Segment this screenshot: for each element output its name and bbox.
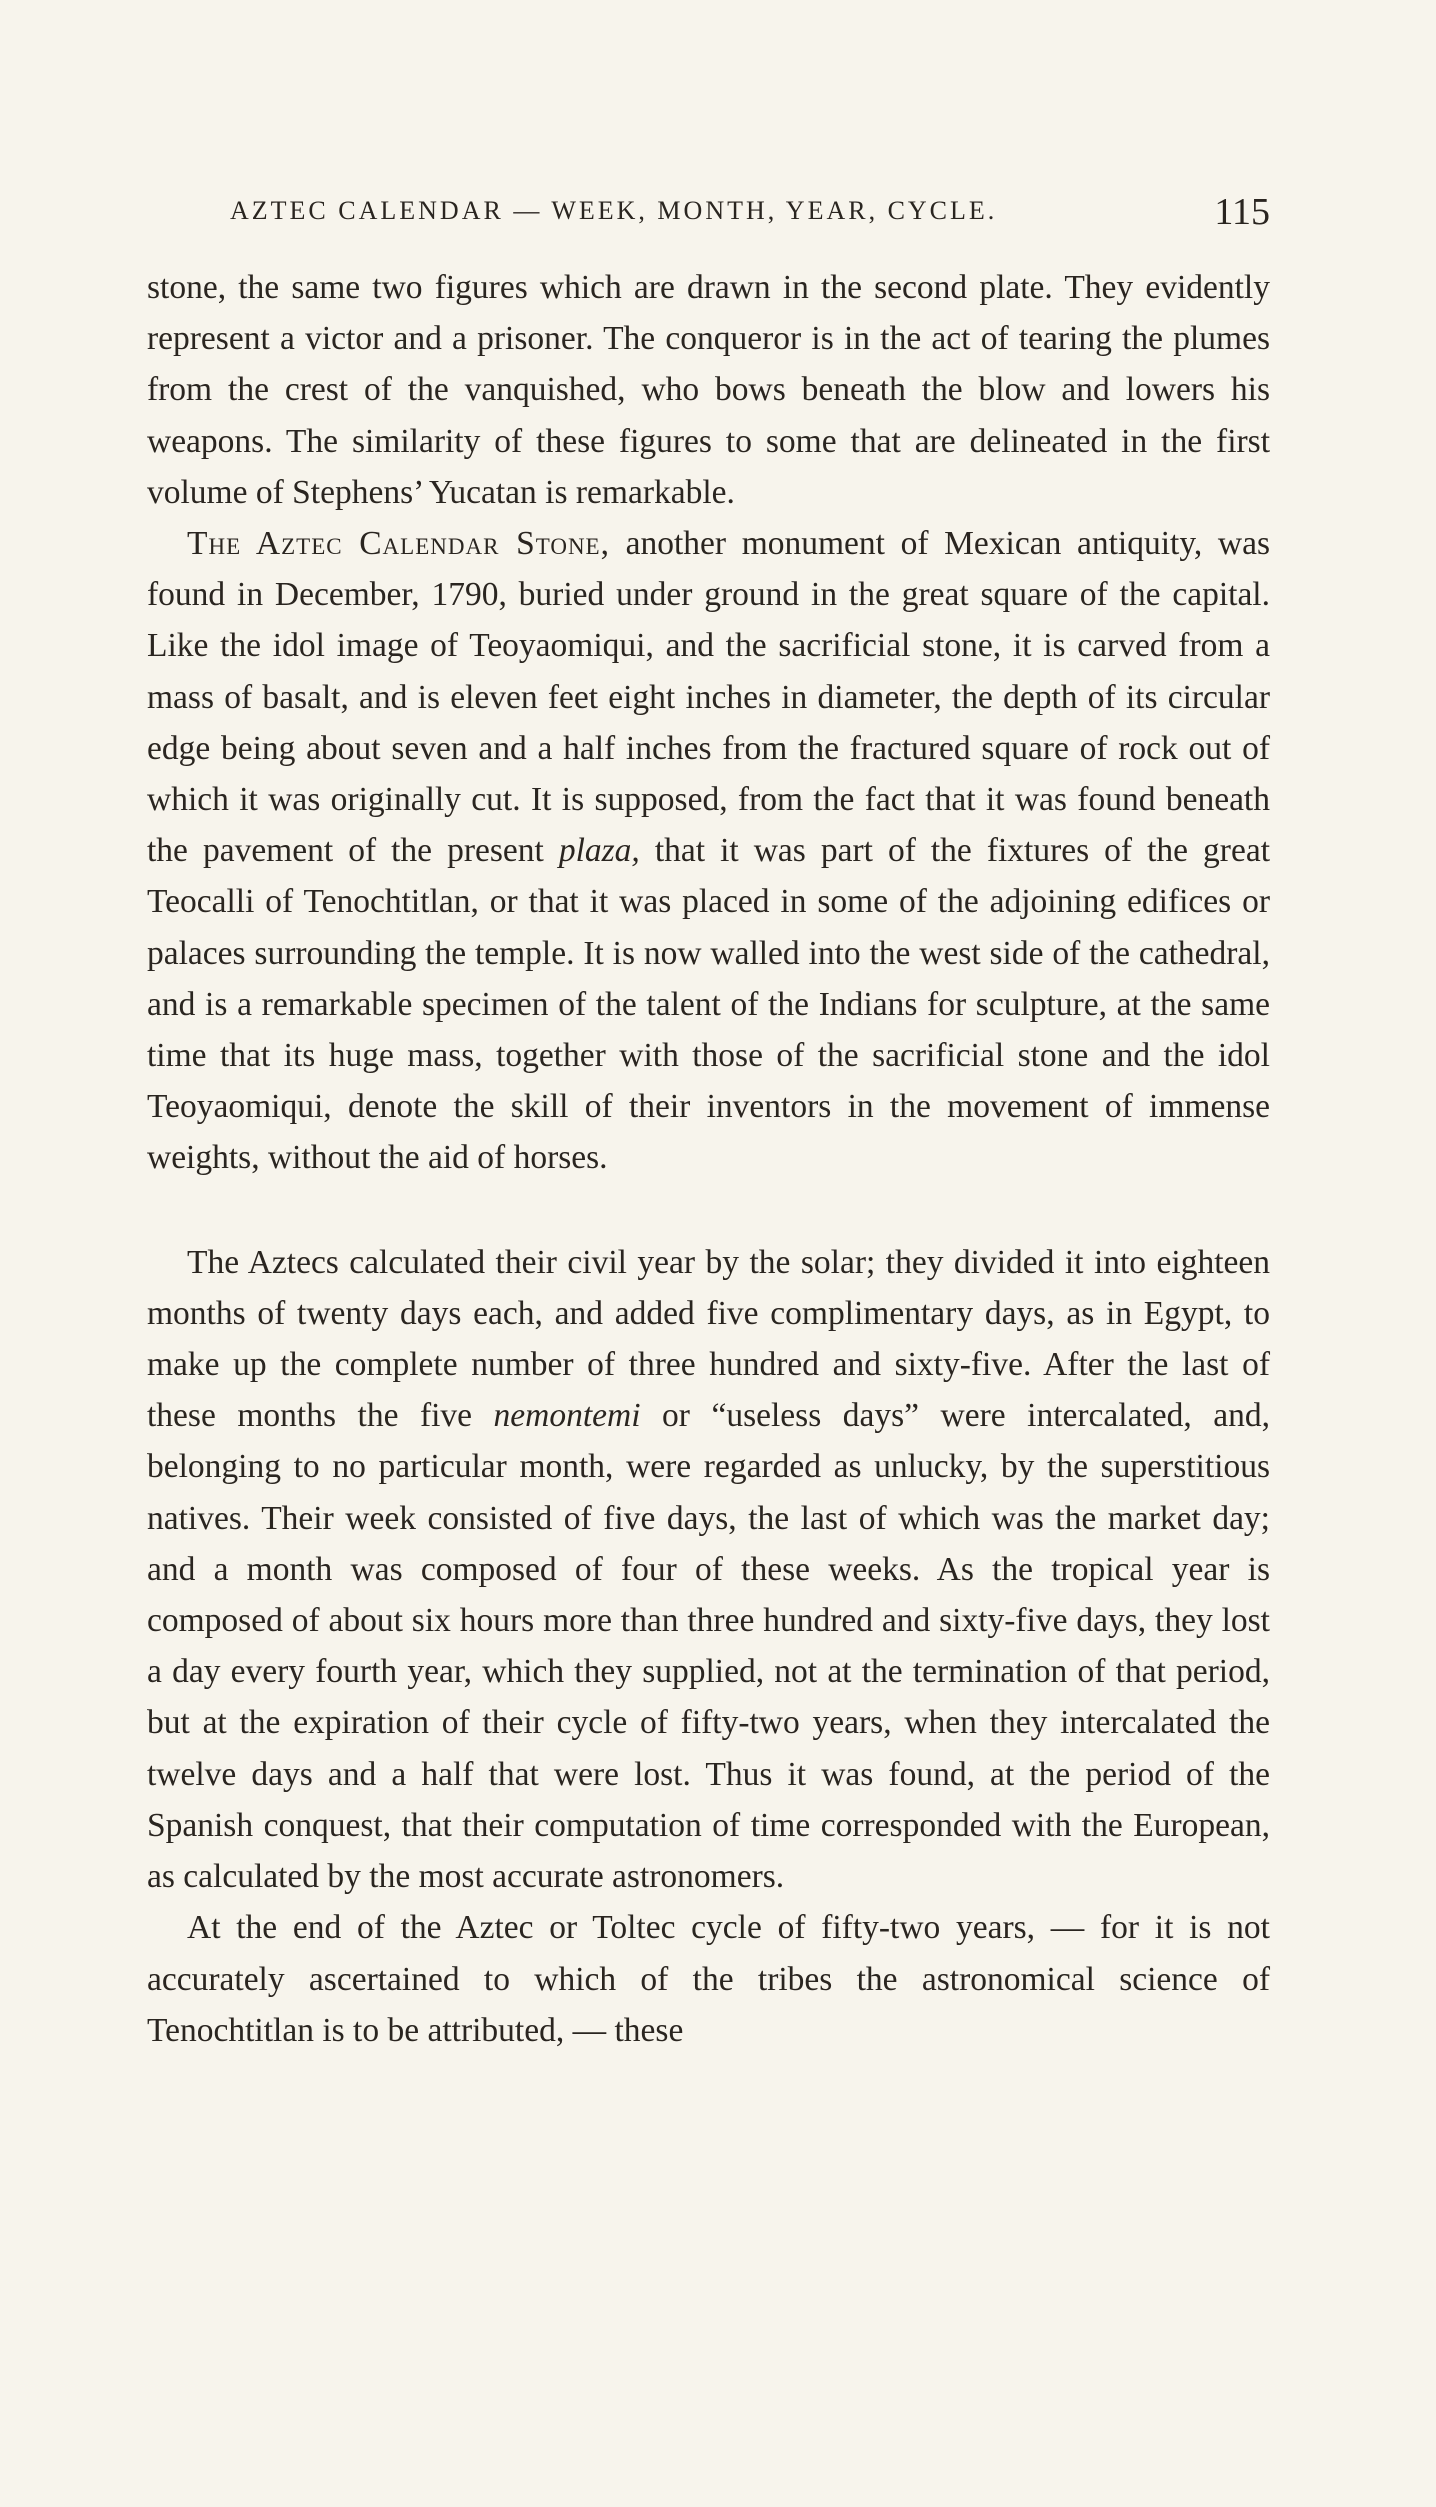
calendar-stone-heading: The Aztec Calendar Stone, [187, 525, 610, 563]
paragraph-1 [147, 262, 1270, 518]
paragraph-2 [147, 518, 1270, 1184]
page-header [230, 190, 1270, 240]
plaza-italic: plaza, [558, 832, 640, 870]
paragraph-1-text: stone, the same two figures which are drawn in the second plate. They evidently represent a victor and a prisoner. The conqueror is in the act of tearing the plumes from the crest of the vanquished, who bows beneath the blow and lowers his weapons. The similarity of these figures to some that are delineated in the first volume of Stephens’ Yucatan is remarkable. [147, 269, 1270, 511]
paragraph-2-text-b: that it was part of the fixtures of the great Teocalli of Tenochtitlan, or that it was placed in some of the adjoining edifices or palaces surrounding the temple. It is now walled into the west side of the cathedral, and is a remarkable specimen of the talent of the Indians for sculpture, at the same time that its huge mass, together with those of the sacrificial stone and the idol Teoyaomiqui, denote the skill of their inventors in the movement of immense weights, without the aid of horses. [147, 832, 1270, 1177]
paragraph-3-text-a: The Aztecs calculated their civil year by the solar; they divided it into eighteen months of twenty days each, and added five complimentary days, as in Egypt, to make up the complete number of three hundred and sixty-five. After the last of these months the five [147, 1243, 1270, 1435]
paragraph-4-text: At the end of the Aztec or Toltec cycle of fifty-two years, — for it is not accurately ascertained to which of the tribes the astronomical science of Tenochtitlan is to be attributed, — these [147, 1909, 1270, 2049]
body-text [147, 262, 1270, 2056]
page-number: 115 [1214, 191, 1270, 233]
paragraph-3-text-b: or “useless days” were intercalated, and, belonging to no particular month, were regarded as unlucky, by the superstitious natives. Their week consisted of five days, the last of which was the market day; and a month was composed of four of these weeks. As the tropical year is composed of about six hours more than three hundred and sixty-five days, they lost a day every fourth year, which they supplied, not at the termination of that period, but at the expiration of their cycle of fifty-two years, when they intercalated the twelve days and a half that were lost. Thus it was found, at the period of the Spanish conquest, that their computation of time corresponded with the European, as calculated by the most accurate astronomers. [147, 1397, 1271, 1896]
paragraph-4 [147, 1902, 1270, 2056]
running-title: AZTEC CALENDAR — WEEK, MONTH, YEAR, CYCLE. [230, 196, 998, 225]
section-break [147, 1184, 1270, 1237]
paragraph-2-text-a: another monument of Mexican antiquity, was found in December, 1790, buried under ground in the great square of the capital. Like the idol image of Teoyaomiqui, and the sacrificial stone, it is carved from a mass of basalt, and is eleven feet eight inches in diameter, the depth of its circular edge being about seven and a half inches from the fractured square of rock out of which it was originally cut. It is supposed, from the fact that it was found beneath the pavement of the present [147, 525, 1271, 870]
paragraph-3 [147, 1237, 1270, 1903]
nemontemi-italic: nemontemi [493, 1397, 641, 1435]
